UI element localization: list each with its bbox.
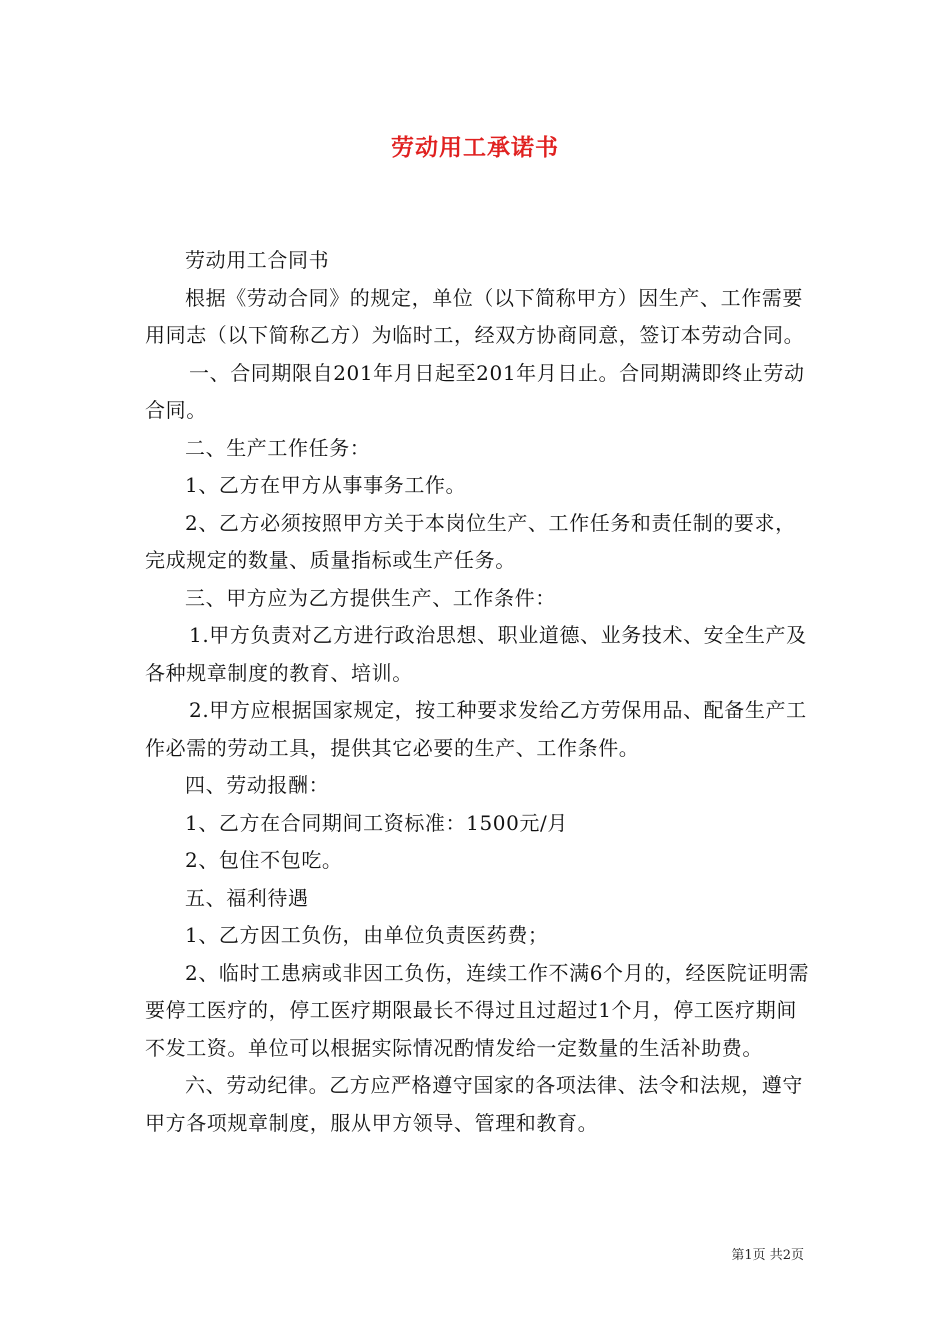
page-number: 第1页 共2页 [731,1248,804,1263]
paragraph-section-4-item-2: 2、包住不包吃。 [185,848,343,872]
paragraph-section-6: 六、劳动纪律。乙方应严格遵守国家的各项法律、法令和法规，遵守甲方各项规章制度，服从甲方领导、管理和教育。 [145,1073,803,1135]
paragraph-intro: 根据《劳动合同》的规定，单位（以下简称甲方）因生产、工作需要用同志（以下简称乙方）为临时工，经双方协商同意，签订本劳动合同。 [145,285,805,347]
document-body [145,242,810,1142]
paragraph-section-2-item-2: 2、乙方必须按照甲方关于本岗位生产、工作任务和责任制的要求，完成规定的数量、质量指标或生产任务。 [145,510,796,572]
document-title: 劳动用工承诺书 [391,134,559,161]
paragraph-contract-heading: 劳动用工合同书 [185,248,330,272]
paragraph-section-3-item-2: 2.甲方应根据国家规定，按工种要求发给乙方劳保用品、配备生产工作必需的劳动工具，提供其它必要的生产、工作条件。 [145,698,807,760]
paragraph-section-1: 一、合同期限自201年月日起至201年月日止。合同期满即终止劳动合同。 [145,360,805,422]
paragraph-section-2-item-1: 1、乙方在甲方从事事务工作。 [185,473,467,497]
paragraph-section-3-heading: 三、甲方应为乙方提供生产、工作条件： [185,585,556,610]
paragraph-section-2-heading: 二、生产工作任务： [185,435,371,460]
paragraph-section-5-item-2: 2、临时工患病或非因工负伤，连续工作不满6个月的，经医院证明需要停工医疗的，停工医疗期限最长不得过且过超过1个月，停工医疗期间不发工资。单位可以根据实际情况酌情发给一定数量的生活补助费。 [145,960,810,1060]
paragraph-section-5-heading: 五、福利待遇 [185,885,309,910]
paragraph-section-4-heading: 四、劳动报酬： [185,773,330,797]
paragraph-section-4-item-1: 1、乙方在合同期间工资标准：1500元/月 [185,810,568,835]
paragraph-section-5-item-1: 1、乙方因工负伤，由单位负责医药费； [185,923,549,947]
paragraph-section-3-item-1: 1.甲方负责对乙方进行政治思想、职业道德、业务技术、安全生产及各种规章制度的教育、培训。 [145,623,807,685]
